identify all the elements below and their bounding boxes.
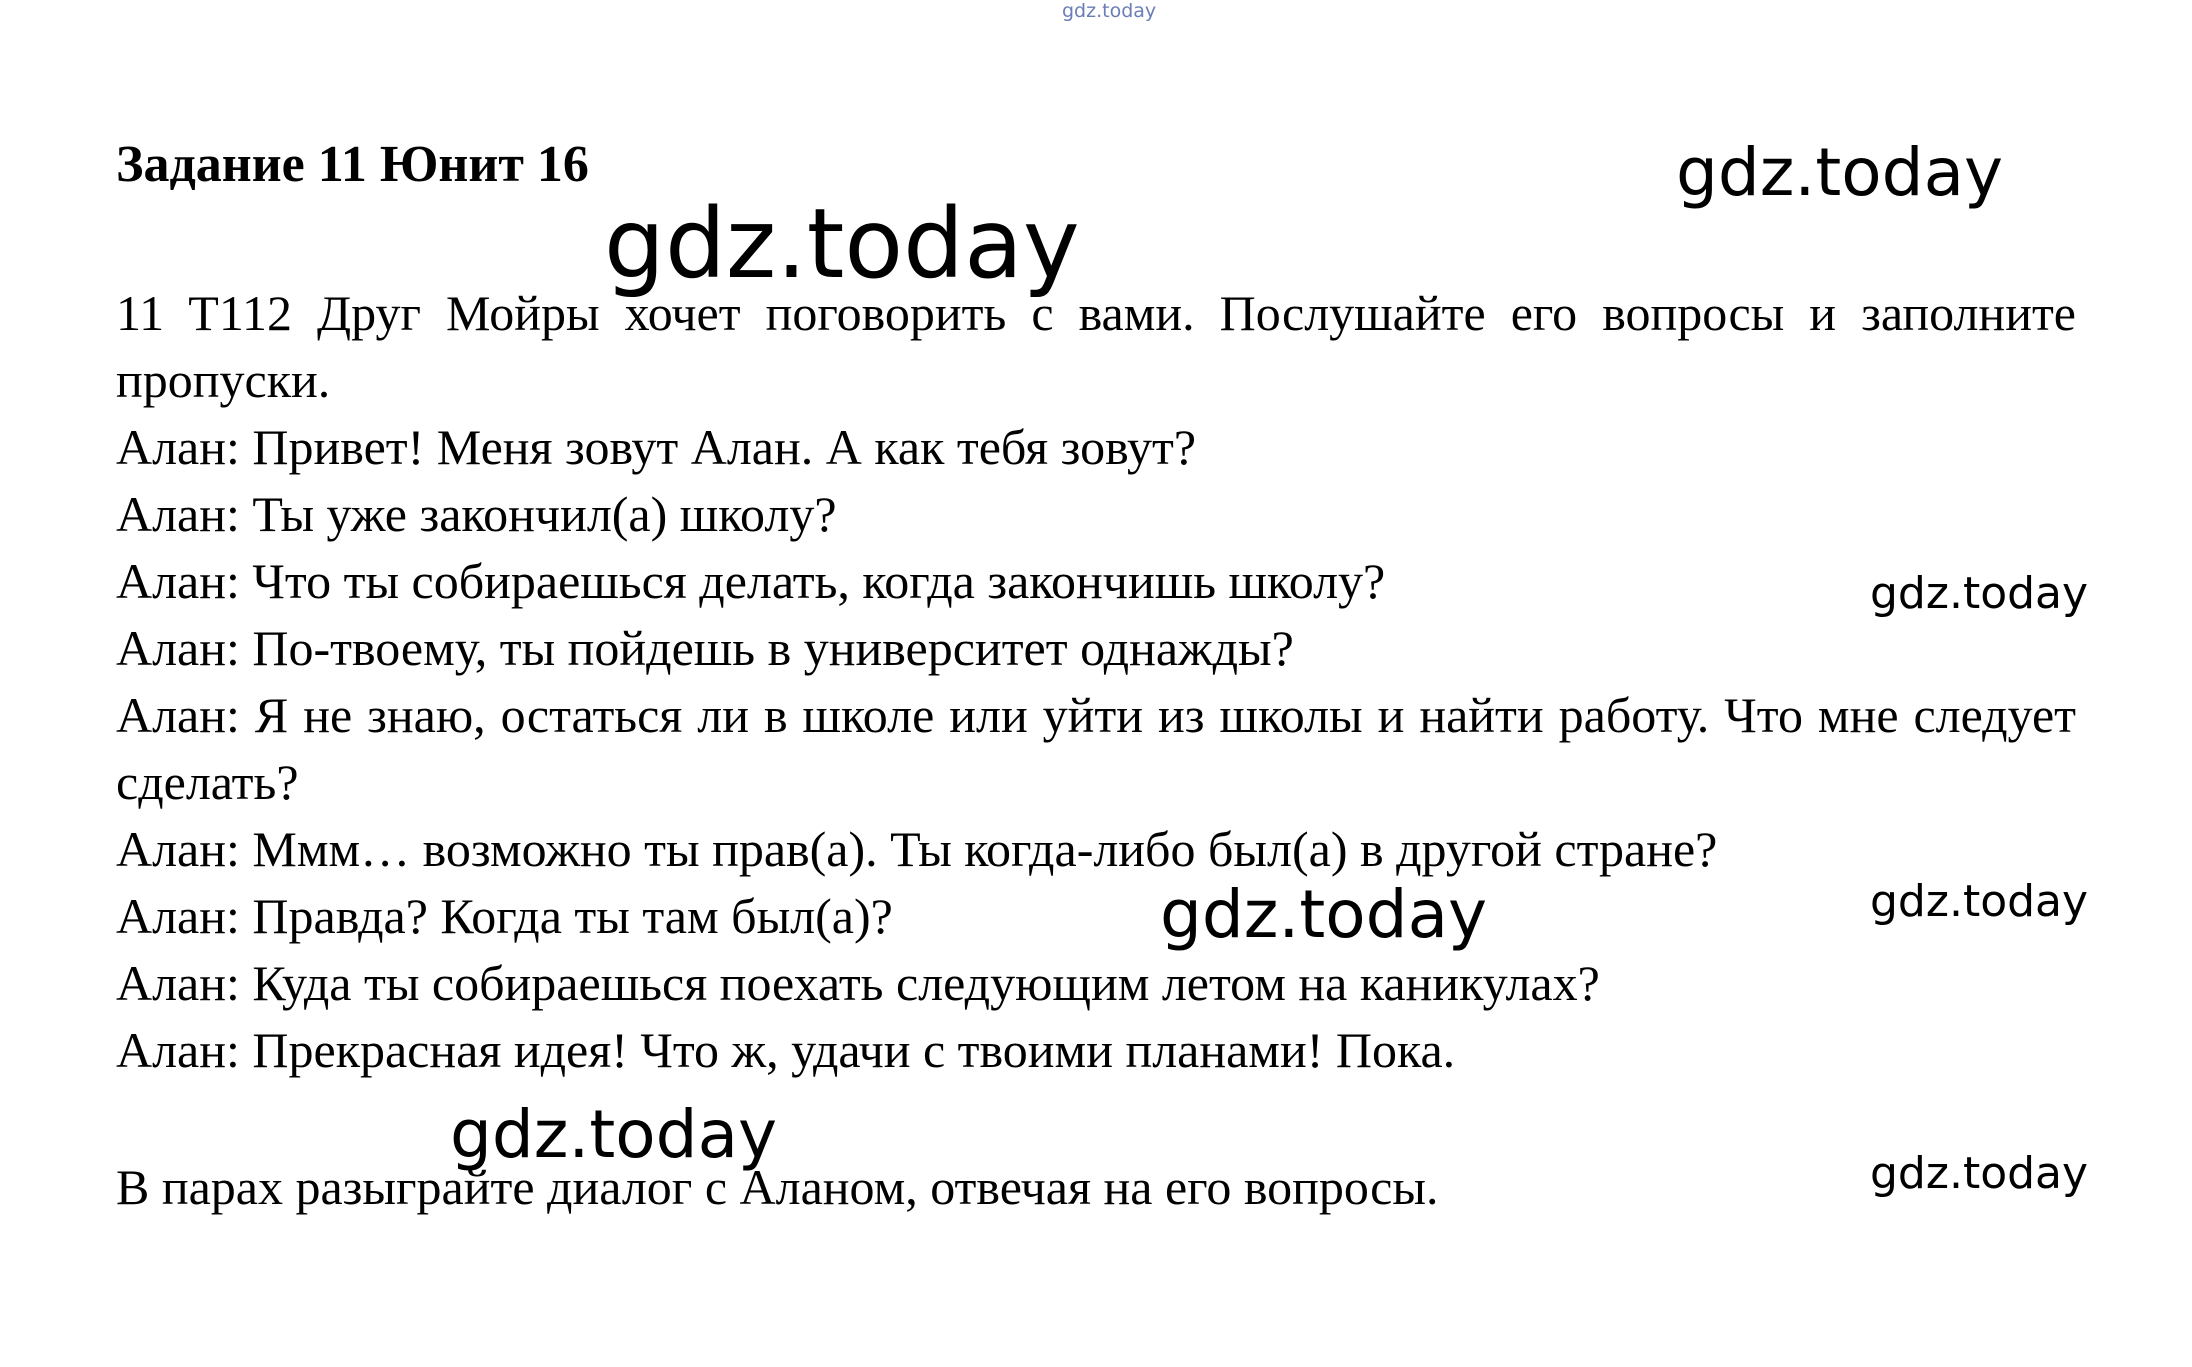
dialogue-line: Алан: Ты уже закончил(а) школу? [116,486,837,542]
task-intro: 11 T112 Друг Мойры хочет поговорить с вами. Послушайте его вопросы и заполните пропуски. [116,285,2076,408]
document-body [116,130,2076,1221]
dialogue-line: Алан: Ммм… возможно ты прав(а). Ты когда-либо был(а) в другой стране? [116,821,1718,877]
watermark: gdz.today [1160,876,1488,953]
dialogue-line: Алан: Я не знаю, остаться ли в школе или уйти из школы и найти работу. Что мне следует сделать? [116,687,2076,810]
watermark: gdz.today [1870,568,2089,619]
dialogue-line: Алан: Прекрасная идея! Что ж, удачи с твоими планами! Пока. [116,1022,1456,1078]
dialogue-line: Алан: Правда? Когда ты там был(а)? [116,888,893,944]
dialogue-line: Алан: Куда ты собираешься поехать следующим летом на каникулах? [116,955,1600,1011]
task-instruction: В парах разыграйте диалог с Аланом, отвечая на его вопросы. [116,1159,1439,1215]
watermark: gdz.today [1870,876,2089,927]
dialogue-line: Алан: Привет! Меня зовут Алан. А как тебя зовут? [116,419,1197,475]
watermark: gdz.today [1676,134,2004,211]
dialogue-line: Алан: По-твоему, ты пойдешь в университет однажды? [116,620,1294,676]
watermark-top: gdz.today [1062,0,1157,22]
page-title: Задание 11 Юнит 16 [116,136,589,193]
watermark: gdz.today [604,188,1080,300]
watermark: gdz.today [450,1096,778,1173]
dialogue-line: Алан: Что ты собираешься делать, когда закончишь школу? [116,553,1386,609]
watermark: gdz.today [1870,1148,2089,1199]
